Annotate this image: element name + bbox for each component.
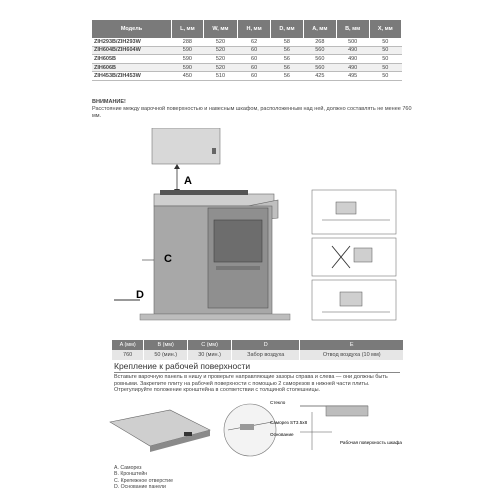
table-cell: 425 bbox=[303, 72, 336, 81]
clearance-header-cell: A (мм) bbox=[112, 340, 144, 350]
mounting-legend bbox=[114, 465, 173, 491]
oven-window bbox=[214, 220, 262, 262]
table-cell: 58 bbox=[271, 38, 304, 46]
table-row bbox=[92, 63, 402, 72]
clearance-value-cell: 30 (мин.) bbox=[188, 350, 232, 360]
detail-view-top bbox=[312, 190, 396, 234]
table-cell: 268 bbox=[303, 38, 336, 46]
table-cell: 590 bbox=[171, 63, 203, 72]
table-cell: 590 bbox=[171, 55, 203, 64]
table-cell: 490 bbox=[336, 46, 369, 55]
table-cell: 520 bbox=[203, 55, 237, 64]
table-cell: 288 bbox=[171, 38, 203, 46]
label-glass: Стекло bbox=[270, 400, 286, 405]
table-cell: 450 bbox=[171, 72, 203, 81]
clearance-value-cell: Отвод воздуха (10 мм) bbox=[300, 350, 404, 360]
dimensions-table-header bbox=[92, 20, 402, 38]
label-base: Основание bbox=[270, 432, 294, 437]
dimensions-table bbox=[92, 20, 402, 81]
table-cell: 60 bbox=[238, 46, 271, 55]
table-cell: 50 bbox=[369, 55, 401, 64]
clearance-header-cell: B (мм) bbox=[144, 340, 188, 350]
table-cell: 560 bbox=[303, 55, 336, 64]
table-cell: 56 bbox=[271, 46, 304, 55]
table-row bbox=[92, 55, 402, 64]
mounting-diagram bbox=[100, 392, 410, 462]
table-cell: 50 bbox=[369, 46, 401, 55]
bracket bbox=[184, 432, 192, 436]
detail-view-middle bbox=[312, 238, 396, 276]
table-row bbox=[92, 38, 402, 46]
table-cell: 520 bbox=[203, 46, 237, 55]
mounting-text: Вставьте варочную панель в нишу и проверьте направляющие зазоры справа и слева — они должны быть ровными. Закрепите плиту на рабочей поверхности с помощью 2 саморезов в нижней части плиты. Отрегулируйте положение кронштейна в соответствии с толщиной столешницы. bbox=[114, 374, 388, 394]
table-cell: 60 bbox=[238, 55, 271, 64]
table-cell: 490 bbox=[336, 55, 369, 64]
clearance-value-cell: 50 (мин.) bbox=[144, 350, 188, 360]
table-cell: 56 bbox=[271, 55, 304, 64]
table-cell: 62 bbox=[238, 38, 271, 46]
table-cell: 520 bbox=[203, 38, 237, 46]
cabinet-handle bbox=[212, 148, 216, 154]
label-a: A bbox=[184, 175, 192, 187]
dims-header-cell: H, мм bbox=[238, 20, 271, 38]
table-cell: ZIH604B/ZIH604W bbox=[92, 46, 171, 55]
clearance-table bbox=[112, 340, 404, 360]
dims-header-cell: L, мм bbox=[171, 20, 203, 38]
dims-header-cell: D, мм bbox=[271, 20, 304, 38]
table-cell: 50 bbox=[369, 38, 401, 46]
table-cell: 490 bbox=[336, 63, 369, 72]
table-cell: 560 bbox=[303, 63, 336, 72]
legend-item: D. Основание панели bbox=[114, 484, 166, 491]
floor bbox=[140, 314, 290, 320]
table-cell: ZIH605B bbox=[92, 55, 171, 64]
warning-note bbox=[92, 99, 412, 120]
table-cell: 510 bbox=[203, 72, 237, 81]
installation-diagram bbox=[100, 128, 420, 338]
table-cell: 50 bbox=[369, 63, 401, 72]
table-cell: ZIH453B/ZIH453W bbox=[92, 72, 171, 81]
table-row bbox=[92, 46, 402, 55]
detail-view-bottom bbox=[312, 280, 396, 320]
warning-text: Расстояние между варочной поверхностью и навесным шкафом, расположенным над ней, должно составлять не менее 760 мм. bbox=[92, 106, 412, 119]
dims-header-cell: Модель bbox=[92, 20, 171, 38]
mounting-title: Крепление к рабочей поверхности bbox=[114, 361, 251, 371]
table-cell: 590 bbox=[171, 46, 203, 55]
clearance-value-cell: Забор воздуха bbox=[232, 350, 300, 360]
table-cell: 56 bbox=[271, 72, 304, 81]
legend-item: C. Крепежное отверстие bbox=[114, 477, 173, 484]
table-cell: ZIH293B/ZIH293W bbox=[92, 38, 171, 46]
hob-perspective bbox=[110, 410, 210, 446]
label-worktop: Рабочая поверхность шкафа bbox=[340, 440, 402, 445]
table-cell: ZIH606B bbox=[92, 63, 171, 72]
table-cell: 500 bbox=[336, 38, 369, 46]
table-cell: 56 bbox=[271, 63, 304, 72]
table-cell: 60 bbox=[238, 72, 271, 81]
clearance-table-header bbox=[112, 340, 404, 350]
hob bbox=[160, 190, 248, 195]
upper-cabinet bbox=[152, 128, 220, 164]
legend-item: B. Кронштейн bbox=[114, 471, 148, 478]
label-d: D bbox=[136, 289, 144, 301]
legend-item: A. Саморез bbox=[114, 465, 142, 471]
dims-header-cell: B, мм bbox=[336, 20, 369, 38]
warning-title: ВНИМАНИЕ! bbox=[92, 99, 126, 105]
table-row bbox=[92, 72, 402, 81]
dims-header-cell: W, мм bbox=[203, 20, 237, 38]
oven-handle bbox=[216, 266, 260, 270]
table-cell: 495 bbox=[336, 72, 369, 81]
clearance-header-cell: E bbox=[300, 340, 404, 350]
label-c: C bbox=[164, 253, 172, 265]
label-screw: Саморез ST3.5x8 bbox=[270, 420, 308, 425]
section-divider bbox=[114, 372, 400, 373]
table-cell: 60 bbox=[238, 63, 271, 72]
clearance-header-cell: C (мм) bbox=[188, 340, 232, 350]
clearance-table-row bbox=[112, 350, 404, 360]
table-cell: 560 bbox=[303, 46, 336, 55]
dims-header-cell: A, мм bbox=[303, 20, 336, 38]
table-cell: 520 bbox=[203, 63, 237, 72]
table-cell: 50 bbox=[369, 72, 401, 81]
clearance-header-cell: D bbox=[232, 340, 300, 350]
clearance-value-cell: 760 bbox=[112, 350, 144, 360]
dims-header-cell: X, мм bbox=[369, 20, 401, 38]
